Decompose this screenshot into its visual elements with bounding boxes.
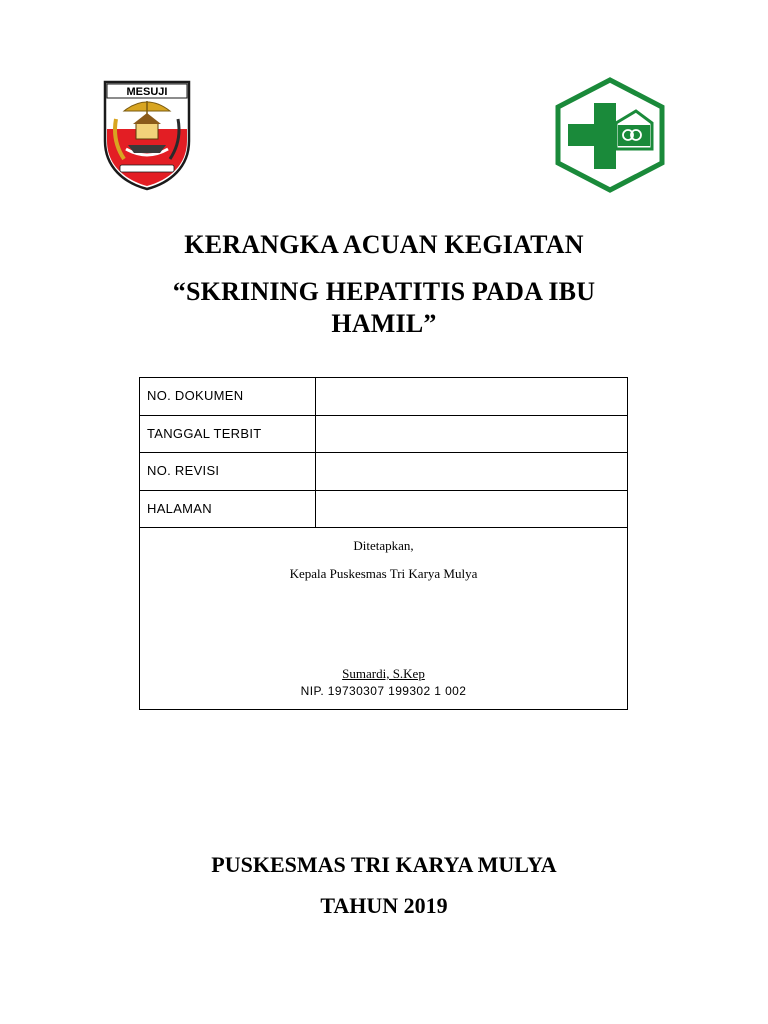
activity-title-line-1: “SKRINING HEPATITIS PADA IBU — [172, 277, 596, 306]
column-divider — [315, 491, 316, 529]
document-info-table — [139, 377, 628, 710]
approval-position: Kepala Puskesmas Tri Karya Mulya — [289, 566, 478, 581]
document-title: KERANGKA ACUAN KEGIATAN — [184, 230, 584, 259]
column-divider — [315, 416, 316, 454]
row-label: NO. DOKUMEN — [147, 388, 244, 403]
approval-section — [140, 528, 627, 709]
institution-name: PUSKESMAS TRI KARYA MULYA — [211, 852, 557, 877]
activity-title — [0, 276, 768, 340]
table-row — [140, 453, 627, 491]
table-row — [140, 378, 627, 416]
column-divider — [315, 378, 316, 416]
approver-name: Sumardi, S.Kep — [342, 666, 425, 681]
activity-title-line-2: HAMIL” — [331, 309, 437, 338]
table-row — [140, 491, 627, 529]
row-label: NO. REVISI — [147, 463, 220, 478]
row-label: HALAMAN — [147, 500, 212, 516]
mesuji-emblem-logo — [102, 79, 192, 191]
column-divider — [315, 453, 316, 491]
puskesmas-logo — [552, 77, 668, 193]
approver-nip: NIP. 19730307 199302 1 002 — [300, 684, 467, 698]
row-label: TANGGAL TERBIT — [147, 425, 262, 441]
document-year: TAHUN 2019 — [320, 893, 448, 918]
table-row — [140, 416, 627, 454]
approval-label: Ditetapkan, — [353, 538, 414, 553]
svg-text:MESUJI: MESUJI — [126, 86, 168, 98]
